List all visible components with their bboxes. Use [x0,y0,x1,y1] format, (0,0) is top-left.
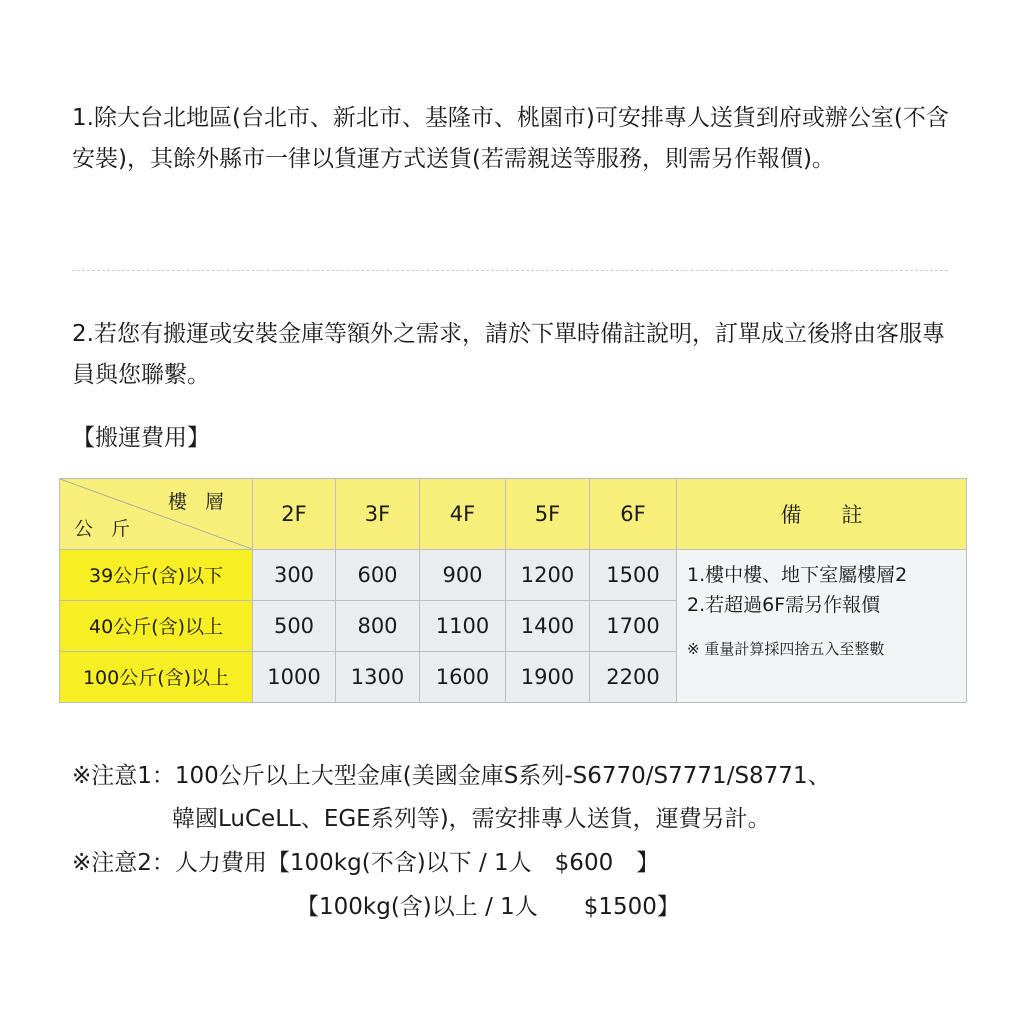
fee-cell: 800 [336,600,420,651]
remark-line: 2.若超過6F需另作報價 [687,594,881,616]
corner-header-cell [60,479,253,550]
weight-label: 100公斤(含)以上 [60,651,253,702]
fee-cell: 600 [336,550,420,601]
note-2-line-2: 【100kg(含)以上 / 1人 $1500】 [296,894,680,920]
fee-cell: 900 [420,550,506,601]
floor-header: 5F [506,479,590,550]
fee-cell: 500 [253,600,336,651]
fee-section-title: 【搬運費用】 [72,425,210,451]
corner-kg-label: 公 斤 [74,518,137,540]
fee-cell: 1200 [506,550,590,601]
weight-label: 40公斤(含)以上 [60,600,253,651]
intro-paragraph-1: 1.除大台北地區(台北市、新北市、基隆市、桃園市)可安排專人送貨到府或辦公室(不含安裝)，其餘外縣市一律以貨運方式送貨(若需親送等服務，則需另作報價)。 [72,105,949,172]
floor-header: 2F [253,479,336,550]
table-header-row [60,479,967,550]
floor-header: 6F [590,479,677,550]
fee-cell: 300 [253,550,336,601]
remarks-header: 備註 [677,479,967,550]
note-1-line-1: ※注意1：100公斤以上大型金庫(美國金庫S系列-S6770/S7771/S8771、 [72,763,831,789]
table-row [60,550,967,601]
fee-cell: 1500 [590,550,677,601]
remarks-cell [677,550,967,703]
note-1-line-2: 韓國LuCeLL、EGE系列等)，需安排專人送貨，運費另計。 [172,806,771,832]
fee-cell: 1000 [253,651,336,702]
intro-paragraph-2: 2.若您有搬運或安裝金庫等額外之需求，請於下單時備註說明，訂單成立後將由客服專員與您聯繫。 [72,321,945,388]
moving-fee-table [59,478,967,703]
dashed-divider [72,270,948,271]
fee-cell: 1900 [506,651,590,702]
weight-label: 39公斤(含)以下 [60,550,253,601]
floor-header: 3F [336,479,420,550]
fee-cell: 1700 [590,600,677,651]
fee-cell: 1300 [336,651,420,702]
remark-footnote: ※ 重量計算採四捨五入至整數 [687,640,885,658]
fee-cell: 1100 [420,600,506,651]
corner-floor-label: 樓 層 [167,491,230,513]
floor-header: 4F [420,479,506,550]
fee-cell: 2200 [590,651,677,702]
note-2-line-1: ※注意2：人力費用【100kg(不含)以下 / 1人 $600 】 [72,850,660,876]
fee-cell: 1400 [506,600,590,651]
fee-cell: 1600 [420,651,506,702]
remark-line: 1.樓中樓、地下室屬樓層2 [687,564,908,586]
